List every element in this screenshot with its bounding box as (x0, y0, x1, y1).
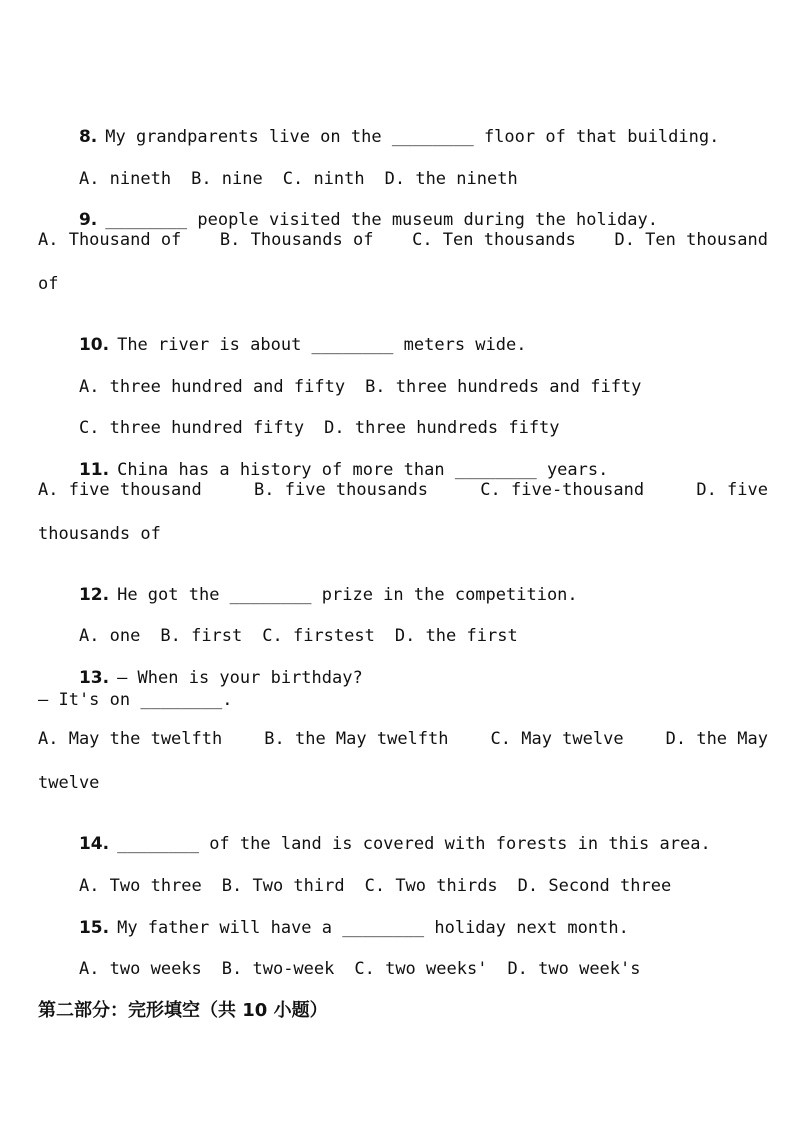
question-11 (38, 437, 768, 480)
question-stem: China has a history of more than ________ years. (117, 460, 609, 480)
options-12 (38, 603, 768, 646)
option-a: A. Two three (78, 876, 202, 896)
option-a: A. three hundred and fifty (78, 377, 346, 397)
options-13 (38, 728, 768, 750)
option-c: C. May twelve (490, 729, 624, 749)
question-10 (38, 312, 768, 355)
options-13-wrap: twelve (38, 773, 100, 793)
option-a: A. one (78, 626, 141, 646)
question-9 (38, 187, 768, 230)
option-c: C. five-thousand (480, 480, 645, 500)
question-stem: — When is your birthday? (117, 668, 363, 688)
option-b: B. first (160, 626, 243, 646)
option-a: A. nineth (78, 169, 172, 189)
option-c: C. ninth (282, 169, 365, 189)
option-d: D. Second three (517, 876, 672, 896)
question-13-reply: — It's on ________. (38, 690, 233, 710)
question-stem: The river is about ________ meters wide. (117, 335, 527, 355)
option-a: A. May the twelfth (38, 729, 223, 749)
options-11-wrap: thousands of (38, 524, 161, 544)
question-number: 15. (78, 918, 110, 938)
option-b: B. nine (191, 169, 263, 189)
option-c: C. Two thirds (364, 876, 498, 896)
section-heading: 第二部分：完形填空（共 10 小题） (38, 1000, 328, 1021)
options-9-wrap: of (38, 274, 59, 294)
options-14 (38, 853, 768, 896)
question-8 (38, 104, 768, 147)
option-d: D. three hundreds fifty (324, 418, 560, 438)
question-number: 11. (78, 460, 110, 480)
option-b: B. Thousands of (219, 230, 374, 250)
option-b: B. two-week (221, 959, 335, 979)
question-stem: My father will have a ________ holiday next month. (117, 918, 629, 938)
option-d: D. the May (665, 729, 768, 749)
option-c: C. three hundred fifty (78, 418, 305, 438)
question-number: 12. (78, 585, 110, 605)
option-d: D. two week's (507, 959, 641, 979)
option-a: A. five thousand (38, 480, 202, 500)
option-b: B. three hundreds and fifty (365, 377, 642, 397)
option-a: A. Thousand of (38, 230, 182, 250)
question-stem: ________ of the land is covered with forests in this area. (117, 834, 711, 854)
question-stem: My grandparents live on the ________ floor of that building. (105, 127, 720, 147)
question-13 (38, 645, 768, 688)
question-number: 9. (78, 210, 98, 230)
option-b: B. five thousands (254, 480, 429, 500)
question-number: 10. (78, 335, 110, 355)
option-c: C. Ten thousands (412, 230, 576, 250)
question-number: 13. (78, 668, 110, 688)
option-c: C. firstest (262, 626, 375, 646)
options-11 (38, 479, 768, 501)
question-12 (38, 562, 768, 605)
question-15 (38, 895, 768, 938)
question-stem: ________ people visited the museum during the holiday. (105, 210, 658, 230)
options-10-line-1 (38, 354, 768, 397)
options-8 (38, 146, 768, 189)
option-d: D. the first (394, 626, 518, 646)
option-d: D. five (696, 480, 768, 500)
question-14 (38, 811, 768, 854)
option-b: B. the May twelfth (264, 729, 449, 749)
option-d: D. Ten thousand (614, 230, 768, 250)
option-b: B. Two third (221, 876, 345, 896)
option-d: D. the nineth (384, 169, 518, 189)
option-c: C. two weeks' (354, 959, 488, 979)
question-stem: He got the ________ prize in the competition. (117, 585, 578, 605)
options-9 (38, 229, 768, 251)
options-10-line-2 (38, 395, 768, 438)
question-number: 14. (78, 834, 110, 854)
question-number: 8. (78, 127, 98, 147)
options-15 (38, 936, 768, 979)
option-a: A. two weeks (78, 959, 202, 979)
